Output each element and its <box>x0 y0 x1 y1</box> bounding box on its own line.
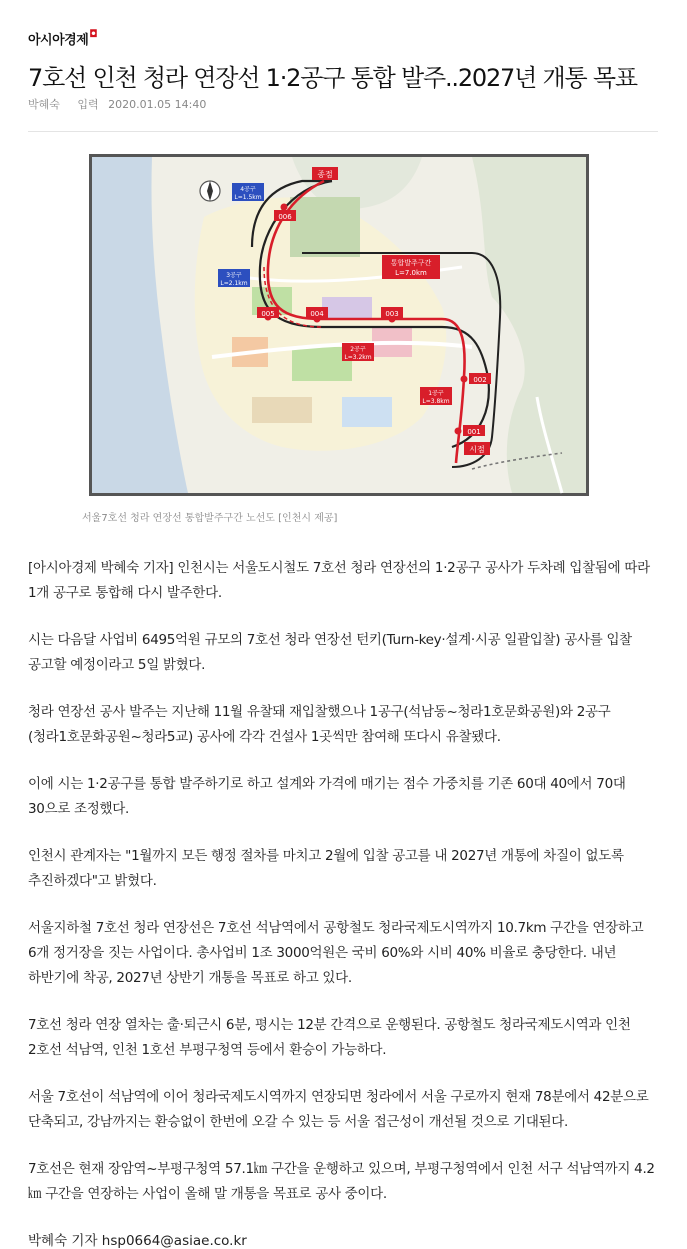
paragraph: 7호선은 현재 장암역~부평구청역 57.1㎞ 구간을 운행하고 있으며, 부평구청역에서 인천 서구 석남역까지 4.2㎞ 구간을 연장하는 사업이 올해 말 개통을 목표로 공사 중이다. <box>28 1161 655 1202</box>
map-green-zone-7 <box>252 397 312 423</box>
station-label-002: 002 <box>473 376 487 384</box>
station-label-004: 004 <box>310 310 324 318</box>
figure-caption: 서울7호선 청라 연장선 통합발주구간 노선도 [인천시 제공] <box>82 513 338 524</box>
section-1-length: L=3.8km <box>422 398 450 405</box>
station-marker-001 <box>455 428 462 435</box>
brand-name: 아시아경제 <box>28 33 89 48</box>
paragraph: 서울지하철 7호선 청라 연장선은 7호선 석남역에서 공항철도 청라국제도시역까지 10.7km 구간을 연장하고 6개 정거장을 짓는 사업이다. 총사업비 1조 3000억원은 국비 60%와 시비 40% 비율로 충당한다. 내년 하반기에 착공, 2027년 상반기 개통을 목표로 하고 있다. <box>28 920 644 986</box>
paragraph: 청라 연장선 공사 발주는 지난해 11월 유찰돼 재입찰했으나 1공구(석남동~청라1호문화공원)와 2공구(청라1호문화공원~청라5교) 공사에 각각 건설사 1곳씩만 참여해 또다시 유찰됐다. <box>28 704 611 745</box>
section-2-label: 2공구 <box>350 346 366 353</box>
section-4-label: 4공구 <box>240 186 256 193</box>
article-meta <box>28 96 206 112</box>
integrated-section-label: 통합발주구간 <box>390 259 432 267</box>
paragraph: 시는 다음달 사업비 6495억원 규모의 7호선 청라 연장선 턴키(Turn-key·설계·시공 일괄입찰) 공사를 입찰 공고할 예정이라고 5일 밝혔다. <box>28 632 632 673</box>
section-3-label: 3공구 <box>226 272 242 279</box>
paragraph: 인천시 관계자는 "1월까지 모든 행정 절차를 마치고 2월에 입찰 공고를 내 2027년 개통에 차질이 없도록 추진하겠다"고 밝혔다. <box>28 848 624 889</box>
station-label-006: 006 <box>278 213 292 221</box>
paragraph: [아시아경제 박혜숙 기자] 인천시는 서울도시철도 7호선 청라 연장선의 1·2공구 공사가 두차례 입찰됨에 따라 1개 공구로 통합해 다시 발주한다. <box>28 560 650 601</box>
brand-logo[interactable] <box>28 29 97 48</box>
section-4-length: L=1.5km <box>234 194 262 201</box>
article-title: 7호선 인천 청라 연장선 1·2공구 통합 발주..2027년 개통 목표 <box>28 64 637 92</box>
map-green-zone-6 <box>342 397 392 427</box>
station-label-003: 003 <box>385 310 399 318</box>
integrated-section-length: L=7.0km <box>395 269 427 277</box>
author-name[interactable]: 박혜숙 <box>28 98 60 111</box>
header-divider <box>28 131 658 132</box>
publish-date: 2020.01.05 14:40 <box>108 98 207 111</box>
map-green-zone-2 <box>322 297 372 319</box>
date-label: 입력 <box>77 98 99 111</box>
paragraph: 이에 시는 1·2공구를 통합 발주하기로 하고 설계와 가격에 매기는 점수 가중치를 기존 60대 40에서 70대 30으로 조정했다. <box>28 776 626 817</box>
article-body <box>28 556 660 1249</box>
brand-mark-icon: ◘ <box>89 29 98 40</box>
paragraph: 7호선 청라 연장 열차는 출·퇴근시 6분, 평시는 12분 간격으로 운행된다. 공항철도 청라국제도시역과 인천 2호선 석남역, 인천 1호선 부평구청역 등에서 환승이 가능하다. <box>28 1017 631 1058</box>
route-map-figure <box>89 154 589 496</box>
station-marker-006 <box>281 204 288 211</box>
station-label-005: 005 <box>261 310 275 318</box>
section-2-length: L=3.2km <box>344 354 372 361</box>
endpoint-label: 종점 <box>317 170 333 179</box>
map-golf-area <box>290 197 360 257</box>
reporter-byline: 박혜숙 기자 hsp0664@asiae.co.kr <box>28 1233 247 1249</box>
section-1-label: 1공구 <box>428 390 444 397</box>
station-marker-002 <box>461 376 468 383</box>
station-label-001: 001 <box>467 428 481 436</box>
paragraph: 서울 7호선이 석남역에 이어 청라국제도시역까지 연장되면 청라에서 서울 구로까지 현재 78분에서 42분으로 단축되고, 강남까지는 환승없이 한번에 오갈 수 있는 등 서울 접근성이 개선될 것으로 기대된다. <box>28 1089 649 1130</box>
section-3-length: L=2.1km <box>220 280 248 287</box>
startpoint-label: 시점 <box>469 445 485 454</box>
route-map <box>92 157 586 493</box>
